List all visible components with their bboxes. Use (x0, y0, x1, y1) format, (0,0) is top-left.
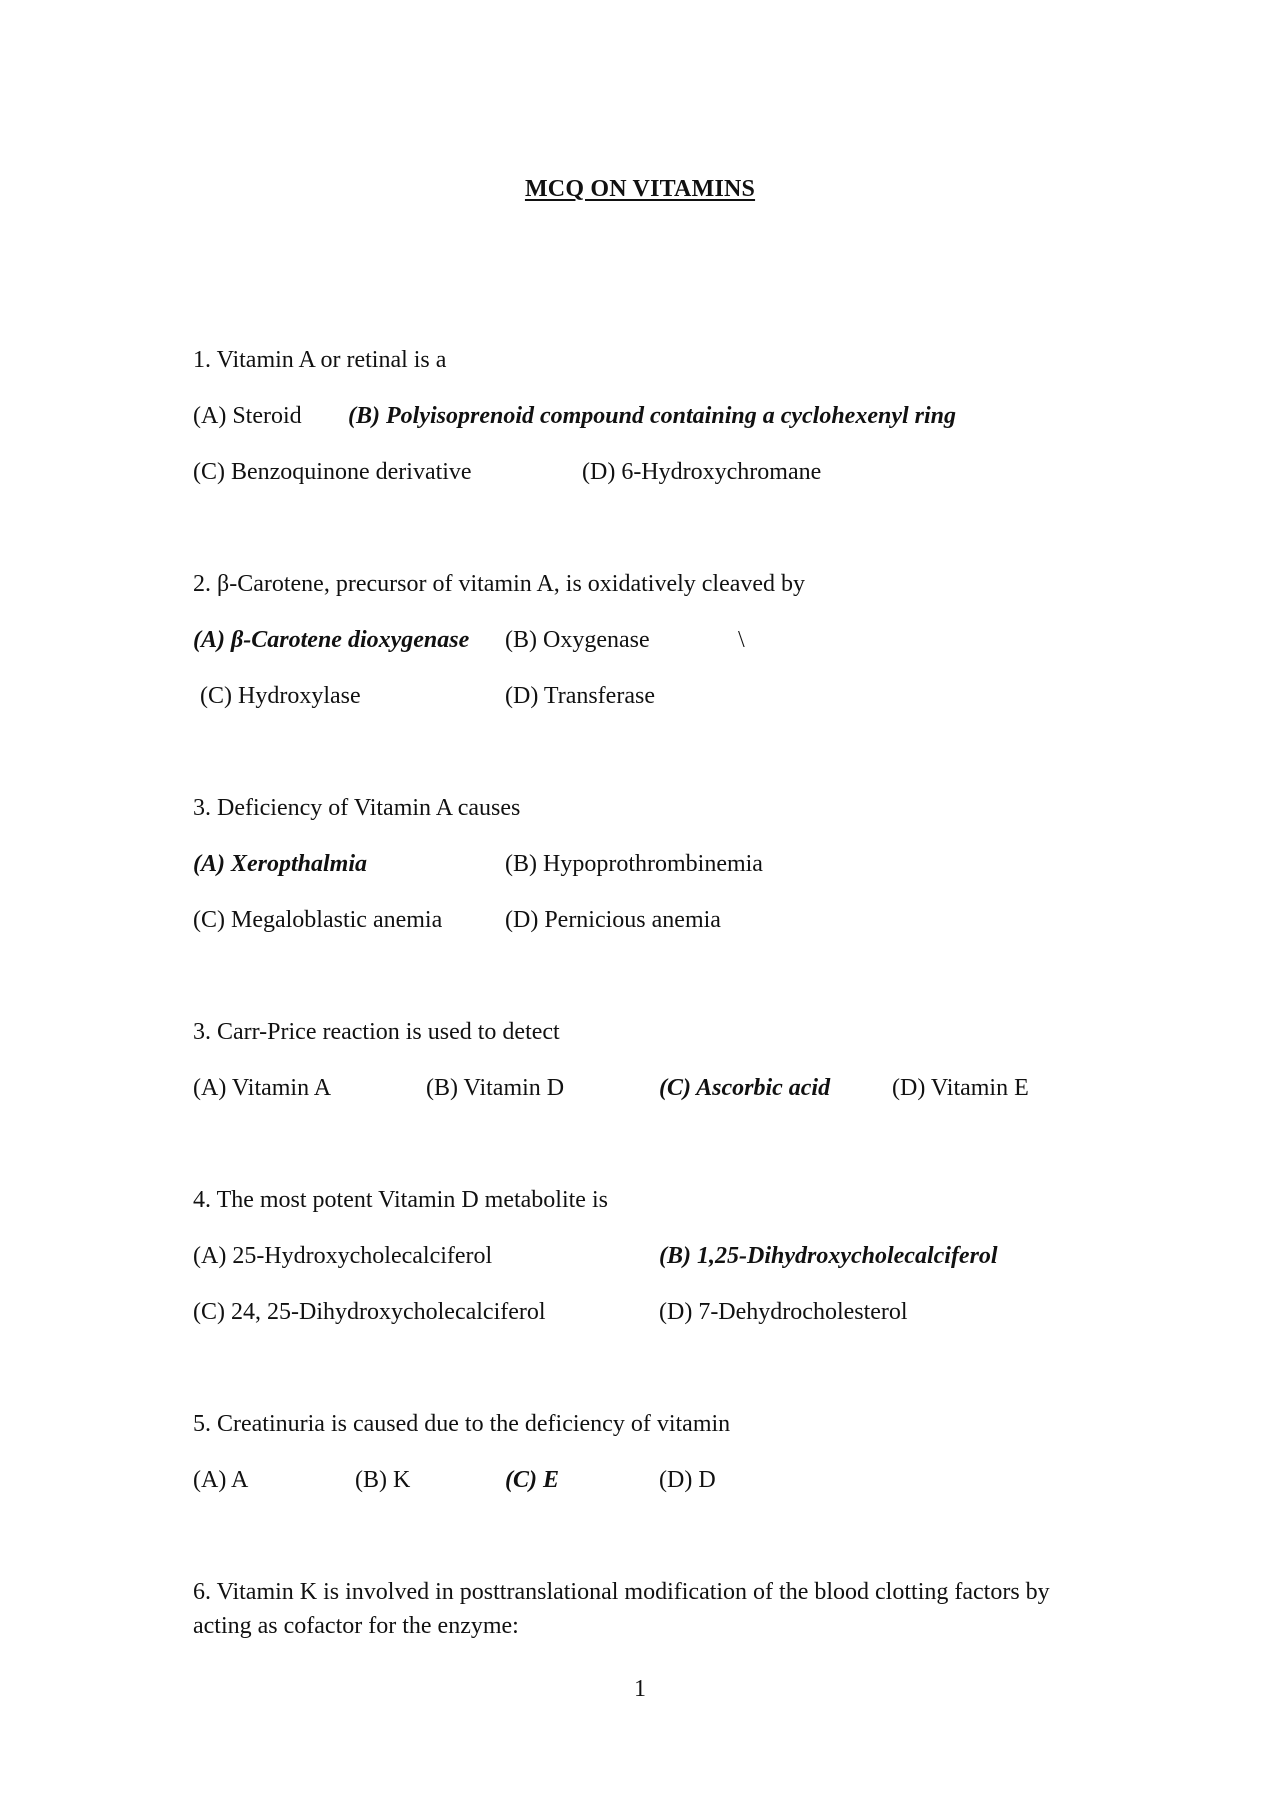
question-3-option-c: (C) Megaloblastic anemia (193, 907, 443, 933)
question-3b-option-a: (A) Vitamin A (193, 1075, 332, 1101)
question-3b-option-c: (C) Ascorbic acid (659, 1075, 831, 1101)
page-title: MCQ ON VITAMINS (524, 176, 756, 202)
question-5-option-c: (C) E (505, 1467, 559, 1493)
question-3-option-b: (B) Hypoprothrombinemia (505, 851, 763, 877)
question-3b-option-d: (D) Vitamin E (892, 1075, 1029, 1101)
question-3b-stem: 3. Carr-Price reaction is used to detect (193, 1019, 560, 1045)
question-1-option-c: (C) Benzoquinone derivative (193, 459, 472, 485)
question-2-stray-mark: \ (738, 627, 745, 653)
question-2-option-b: (B) Oxygenase (505, 627, 650, 653)
question-4-option-c: (C) 24, 25-Dihydroxycholecalciferol (193, 1299, 546, 1325)
question-6-stem: 6. Vitamin K is involved in posttranslational modification of the blood clotting factors by acting as cofactor for the enzyme: (193, 1579, 1050, 1639)
question-1-option-a: (A) Steroid (193, 403, 302, 429)
question-1-stem: 1. Vitamin A or retinal is a (193, 347, 447, 373)
question-3-option-d: (D) Pernicious anemia (505, 907, 721, 933)
question-3-stem: 3. Deficiency of Vitamin A causes (193, 795, 521, 821)
question-4-option-d: (D) 7-Dehydrocholesterol (659, 1299, 908, 1325)
question-5-option-b: (B) K (355, 1467, 411, 1493)
question-5-option-d: (D) D (659, 1467, 716, 1493)
question-5-option-a: (A) A (193, 1467, 249, 1493)
question-4-option-b: (B) 1,25-Dihydroxycholecalciferol (659, 1243, 998, 1269)
question-5-stem: 5. Creatinuria is caused due to the deficiency of vitamin (193, 1411, 731, 1437)
question-2-option-a: (A) β-Carotene dioxygenase (193, 627, 470, 653)
question-4-stem: 4. The most potent Vitamin D metabolite is (193, 1187, 608, 1213)
question-3b-option-b: (B) Vitamin D (426, 1075, 565, 1101)
question-4-option-a: (A) 25-Hydroxycholecalciferol (193, 1243, 493, 1269)
question-2-option-c: (C) Hydroxylase (200, 683, 361, 709)
question-1-option-d: (D) 6-Hydroxychromane (582, 459, 822, 485)
question-2-stem: 2. β-Carotene, precursor of vitamin A, is oxidatively cleaved by (193, 571, 806, 597)
question-2-option-d: (D) Transferase (505, 683, 655, 709)
page-number: 1 (634, 1676, 646, 1702)
question-3-option-a: (A) Xeropthalmia (193, 851, 368, 877)
question-1-option-b: (B) Polyisoprenoid compound containing a cyclohexenyl ring (348, 403, 957, 429)
